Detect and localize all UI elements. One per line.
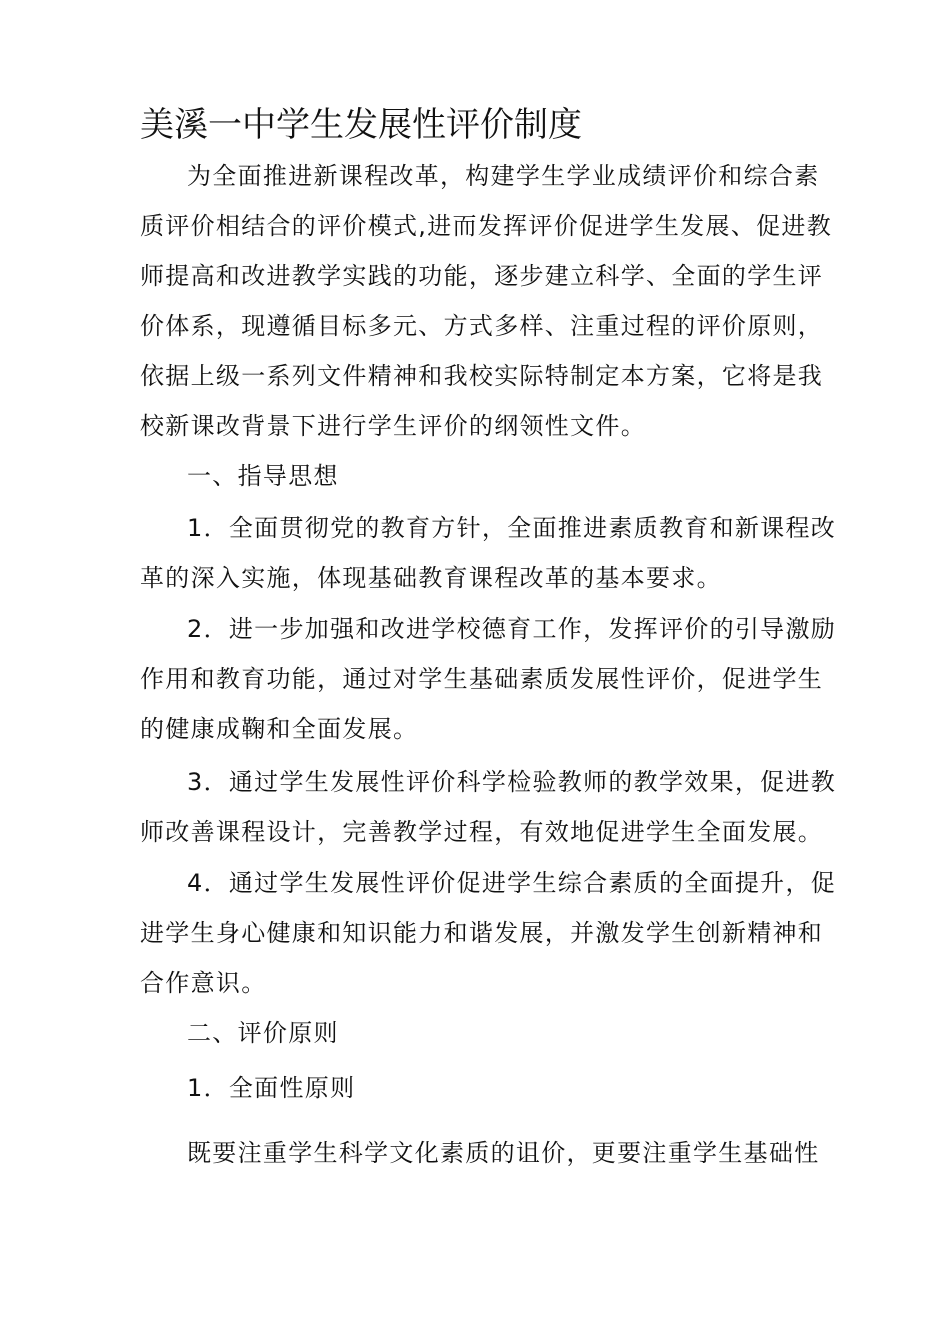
paragraph-line: 师改善课程设计，完善教学过程，有效地促进学生全面发展。	[140, 818, 824, 846]
paragraph-line: 校新课改背景下进行学生评价的纲领性文件。	[140, 412, 646, 440]
paragraph-line: 3．通过学生发展性评价科学检验教师的教学效果，促进教	[187, 768, 837, 796]
paragraph-line: 革的深入实施，体现基础教育课程改革的基本要求。	[140, 564, 722, 592]
section-heading: 二、评价原则	[187, 1019, 339, 1047]
paragraph-line: 价体系，现遵循目标多元、方式多样、注重过程的评价原则，	[140, 312, 824, 340]
paragraph-line: 4．通过学生发展性评价促进学生综合素质的全面提升，促	[187, 869, 837, 897]
paragraph-line: 质评价相结合的评价模式,进而发挥评价促进学生发展、促进教	[140, 212, 833, 240]
paragraph-line: 进学生身心健康和知识能力和谐发展，并激发学生创新精神和	[140, 919, 824, 947]
paragraph-line: 既要注重学生科学文化素质的诅价，更要注重学生基础性	[187, 1139, 820, 1167]
paragraph-line: 作用和教育功能，通过对学生基础素质发展性评价，促进学生	[140, 665, 824, 693]
paragraph-line: 合作意识。	[140, 969, 267, 997]
paragraph-line: 依据上级一系列文件精神和我校实际特制定本方案，它将是我	[140, 362, 824, 390]
paragraph-line: 1．全面贯彻党的教育方针，全面推进素质教育和新课程改	[187, 514, 837, 542]
section-heading: 一、指导思想	[187, 462, 339, 490]
paragraph-line: 师提高和改进教学实践的功能，逐步建立科学、全面的学生评	[140, 262, 824, 290]
document-title: 美溪一中学生发展性评价制度	[140, 105, 582, 145]
paragraph-line: 的健康成鞠和全面发展。	[140, 715, 419, 743]
paragraph-line: 为全面推进新课程改革，构建学生学业成绩评价和综合素	[187, 162, 820, 190]
subsection-heading: 1．全面性原则	[187, 1074, 356, 1102]
paragraph-line: 2．进一步加强和改进学校德育工作，发挥评价的引导激励	[187, 615, 837, 643]
